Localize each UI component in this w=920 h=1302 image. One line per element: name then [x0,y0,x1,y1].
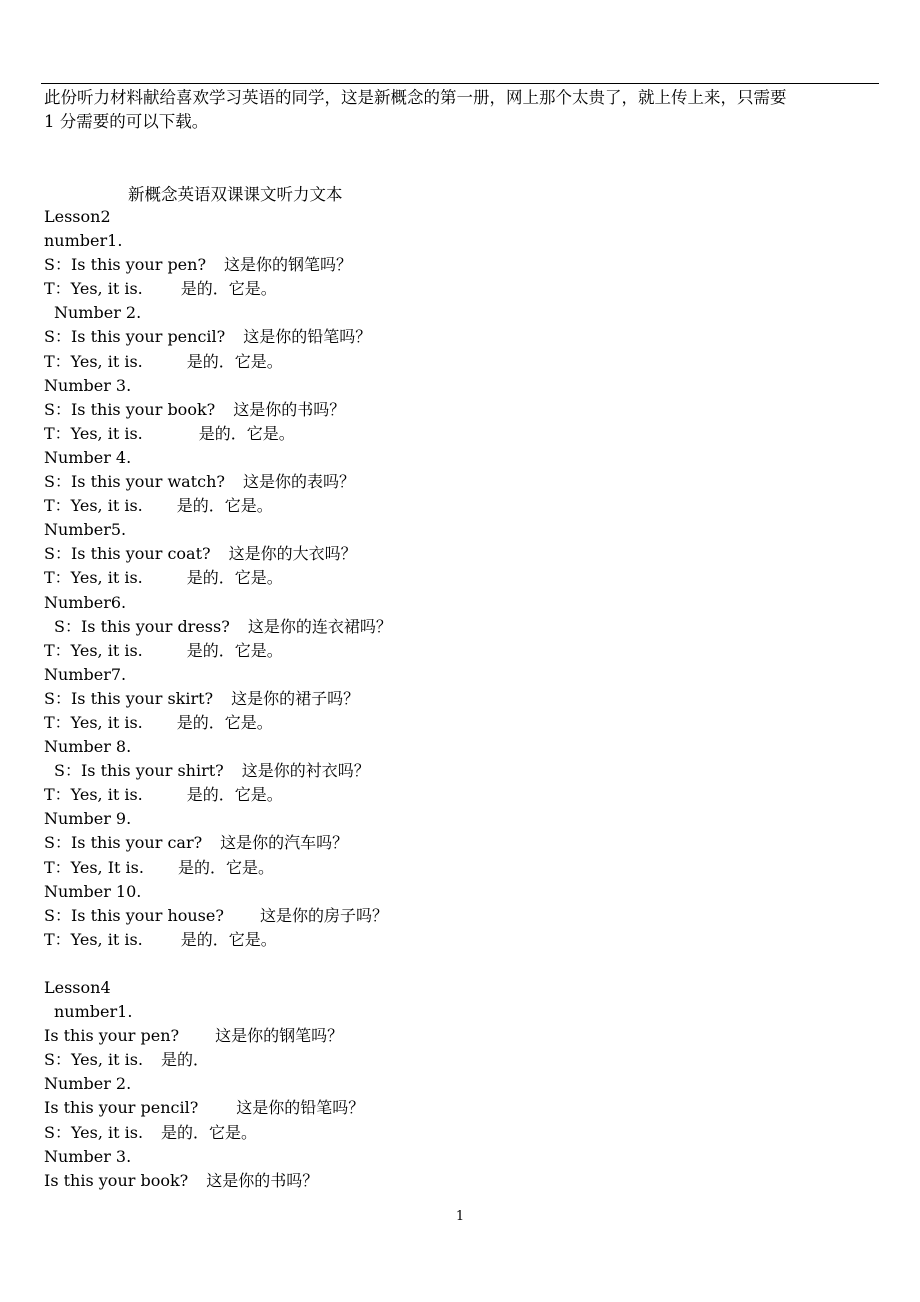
line-english: Number 9. [44,809,132,829]
transcript-line [44,1024,864,1048]
transcript-line [44,277,864,301]
line-english: T：Yes, It is. [44,857,144,877]
transcript-line [44,1169,864,1193]
transcript-line [44,374,864,398]
transcript-line [44,976,864,1000]
line-chinese: 这是你的书吗？ [206,1170,319,1190]
transcript-line [44,518,864,542]
line-english: S：Is this your pencil? [44,327,226,347]
transcript-line [44,446,864,470]
line-chinese: 是的．它是。 [161,1122,258,1142]
transcript-line [44,952,864,976]
line-english: Is this your pencil? [44,1098,199,1118]
line-english: T：Yes, it is. [44,351,143,371]
line-english: S：Is this your dress? [54,616,230,636]
line-chinese: 是的． [161,1050,210,1070]
transcript-line [44,663,864,687]
line-english: T：Yes, it is. [44,785,143,805]
transcript-line [44,735,864,759]
header-rule [41,83,879,84]
line-chinese: 这是你的钢笔吗？ [215,1026,344,1046]
line-chinese: 是的．它是。 [177,857,274,877]
document-title: 新概念英语双课课文听力文本 [128,185,343,204]
line-english: Number 2. [44,1074,132,1094]
line-english: S：Is this your book? [44,399,216,419]
transcript-line [44,253,864,277]
transcript-line [44,229,864,253]
line-english: Lesson2 [44,207,111,226]
line-english: T：Yes, it is. [44,568,143,588]
line-chinese: 这是你的钢笔吗？ [224,255,353,275]
intro-line-2: 1 分需要的可以下载。 [44,112,209,131]
transcript-line [44,398,864,422]
line-english: Number 3. [44,375,132,395]
transcript-line [44,566,864,590]
transcript-line [44,831,864,855]
line-chinese: 这是你的连衣裙吗？ [247,616,392,636]
line-chinese: 是的．它是。 [198,423,295,443]
line-chinese: 这是你的大衣吗？ [228,544,357,564]
transcript-line [44,470,864,494]
line-chinese: 这是你的房子吗？ [259,905,388,925]
transcript-line [44,1145,864,1169]
line-chinese: 是的．它是。 [180,279,277,299]
transcript-line [44,325,864,349]
transcript-line [44,350,864,374]
transcript-line [44,880,864,904]
line-english: S：Is this your coat? [44,544,211,564]
transcript-line [44,687,864,711]
line-chinese: 这是你的衬衣吗？ [241,761,370,781]
line-english: T：Yes, it is. [44,640,143,660]
line-chinese: 是的．它是。 [186,640,283,660]
transcript-line [44,422,864,446]
transcript-line [44,542,864,566]
transcript-line [44,1048,864,1072]
transcript-line [44,205,864,229]
transcript-line [44,1000,864,1024]
transcript-line [44,615,864,639]
line-english: Number7. [44,664,127,684]
line-chinese: 这是你的裙子吗？ [231,688,360,708]
line-english: T：Yes, it is. [44,712,143,732]
line-english: number1. [54,1002,133,1022]
page-number: 1 [455,1209,465,1224]
line-english: Number 3. [44,1146,132,1166]
line-english: Number5. [44,520,127,540]
line-english: number1. [44,231,123,251]
transcript-line [44,759,864,783]
transcript-line [44,1121,864,1145]
line-chinese: 是的．它是。 [180,929,277,949]
line-english: Number6. [44,592,127,612]
line-chinese: 是的．它是。 [176,496,273,516]
line-english: T：Yes, it is. [44,496,143,516]
line-chinese: 是的．它是。 [186,785,283,805]
intro-paragraph [44,86,884,134]
transcript-line [44,807,864,831]
transcript-line [44,1072,864,1096]
line-chinese: 这是你的汽车吗？ [220,833,349,853]
line-english: S：Is this your house? [44,905,224,925]
line-english: S：Is this your car? [44,833,203,853]
line-english: S：Is this your watch? [44,472,225,492]
line-english: S：Is this your pen? [44,255,207,275]
transcript-line [44,711,864,735]
line-chinese: 这是你的表吗？ [242,472,355,492]
line-english: S：Is this your skirt? [44,688,214,708]
line-english: S：Yes, it is. [44,1050,144,1070]
line-english: Number 2. [54,303,142,323]
line-english: S：Yes, it is. [44,1122,144,1142]
transcript-line [44,639,864,663]
line-english: Number 4. [44,447,132,467]
line-chinese: 这是你的铅笔吗？ [236,1098,365,1118]
line-english: Is this your pen? [44,1026,180,1046]
line-chinese: 这是你的书吗？ [233,399,346,419]
transcript-line [44,783,864,807]
line-chinese: 是的．它是。 [176,712,273,732]
transcript-line [44,301,864,325]
transcript-line [44,1096,864,1120]
line-chinese: 这是你的铅笔吗？ [243,327,372,347]
transcript-line [44,928,864,952]
transcript-line [44,856,864,880]
line-english: T：Yes, it is. [44,279,143,299]
transcript-body [44,205,864,1193]
line-english: T：Yes, it is. [44,423,143,443]
line-chinese: 是的．它是。 [186,568,283,588]
line-chinese: 是的．它是。 [186,351,283,371]
transcript-line [44,494,864,518]
line-english: S：Is this your shirt? [54,761,224,781]
transcript-line [44,591,864,615]
line-english: Number 10. [44,881,142,901]
line-english: T：Yes, it is. [44,929,143,949]
intro-line-1: 此份听力材料献给喜欢学习英语的同学，这是新概念的第一册，网上那个太贵了，就上传上来，只需要 [44,88,787,107]
transcript-line [44,904,864,928]
line-english: Number 8. [44,737,132,757]
line-english: Is this your book? [44,1170,189,1190]
line-english: Lesson4 [44,978,111,997]
